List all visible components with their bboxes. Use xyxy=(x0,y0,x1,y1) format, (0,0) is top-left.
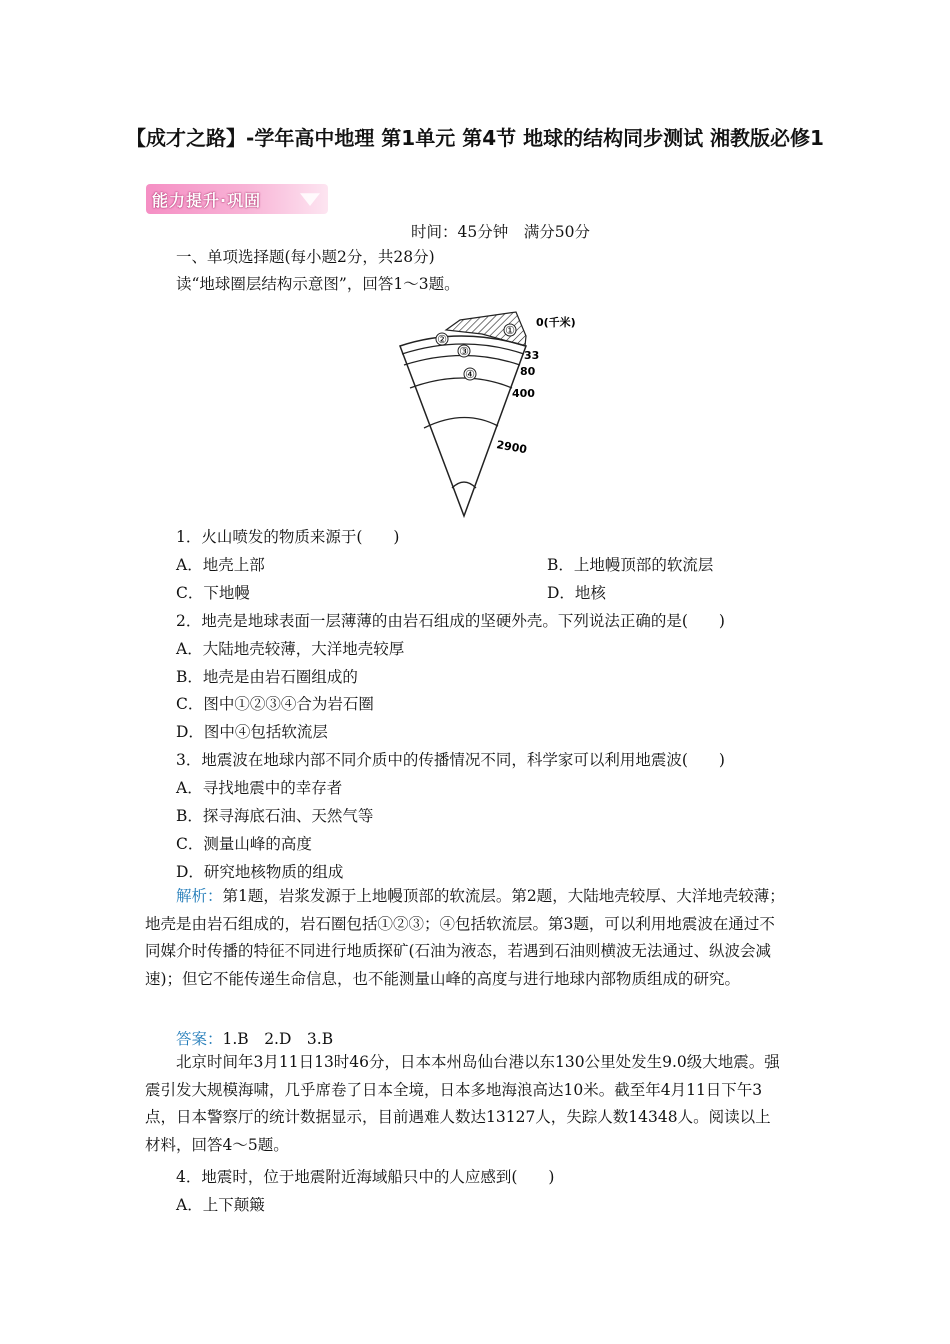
q2-option-b: B．地壳是由岩石圈组成的 xyxy=(176,668,358,686)
depth-2900: 2900 xyxy=(495,438,528,457)
q2-option-a: A．大陆地壳较薄，大洋地壳较厚 xyxy=(176,640,405,658)
boundary-400 xyxy=(410,378,512,388)
marker-2: ② xyxy=(437,333,447,346)
q3-option-c: C．测量山峰的高度 xyxy=(176,835,312,853)
depth-400: 400 xyxy=(512,387,535,400)
answer-line xyxy=(176,1028,333,1050)
analysis-label: 解析： xyxy=(176,887,223,905)
q4-option-a: A．上下颠簸 xyxy=(176,1196,265,1214)
depth-80: 80 xyxy=(520,365,536,378)
marker-3: ③ xyxy=(459,345,469,358)
document-title: 【成才之路】-学年高中地理 第1单元 第4节 地球的结构同步测试 湘教版必修1 xyxy=(126,126,824,150)
heart-icon xyxy=(300,190,320,206)
q2-stem: 2．地壳是地球表面一层薄薄的由岩石组成的坚硬外壳。下列说法正确的是( ) xyxy=(176,612,725,630)
question-intro: 读“地球圈层结构示意图”，回答1～3题。 xyxy=(176,275,460,293)
marker-4: ④ xyxy=(465,368,475,381)
passage-paragraph: 北京时间年3月11日13时46分，日本本州岛仙台港以东130公里处发生9.0级大地震。强震引发大规模海啸，几乎席卷了日本全境，日本多地海浪高达10米。截至年4月11日下午3点，日本警察厅的统计数据显示，目前遇难人数达13127人，失踪人数14348人。阅读以上材料，回答4～5题。 xyxy=(145,1053,780,1154)
boundary-2900 xyxy=(424,417,498,428)
section-heading: 一、单项选择题(每小题2分，共28分) xyxy=(176,248,435,266)
earth-layer-diagram xyxy=(390,308,600,520)
analysis-paragraph xyxy=(145,883,785,993)
q1-option-d: D．地核 xyxy=(547,584,606,602)
q1-option-b: B．上地幔顶部的软流层 xyxy=(547,556,714,574)
core-arc xyxy=(452,482,476,488)
q1-option-a: A．地壳上部 xyxy=(176,556,265,574)
q2-option-d: D．图中④包括软流层 xyxy=(176,723,328,741)
unit-label: 0(千米) xyxy=(536,316,576,329)
depth-33: 33 xyxy=(524,349,540,362)
q3-option-a: A．寻找地震中的幸存者 xyxy=(176,779,343,797)
analysis-text: 第1题，岩浆发源于上地幔顶部的软流层。第2题，大陆地壳较厚、大洋地壳较薄；地壳是由岩石组成的，岩石圈包括①②③；④包括软流层。第3题，可以利用地震波在通过不同媒介时传播的特征不同进行地质探矿(石油为液态，若遇到石油则横波无法通过、纵波会减速)；但它不能传递生命信息，也不能测量山峰的高度与进行地球内部物质组成的研究。 xyxy=(145,887,785,988)
time-info: 时间：45分钟 满分50分 xyxy=(411,223,590,241)
q1-stem: 1．火山喷发的物质来源于( ) xyxy=(176,528,400,546)
answer-label: 答案： xyxy=(176,1030,223,1048)
q1-option-c: C．下地幔 xyxy=(176,584,250,602)
q4-stem: 4．地震时，位于地震附近海域船只中的人应感到( ) xyxy=(176,1168,555,1186)
q2-option-c: C．图中①②③④合为岩石圈 xyxy=(176,695,374,713)
q3-stem: 3．地震波在地球内部不同介质中的传播情况不同，科学家可以利用地震波( ) xyxy=(176,751,725,769)
marker-1: ① xyxy=(505,324,515,337)
diagram-outline xyxy=(400,336,526,516)
badge-label: 能力提升·巩固 xyxy=(152,190,262,210)
q3-option-b: B．探寻海底石油、天然气等 xyxy=(176,807,374,825)
answer-text: 1.B 2.D 3.B xyxy=(222,1030,334,1048)
section-badge xyxy=(146,184,328,214)
q3-option-d: D．研究地核物质的组成 xyxy=(176,863,344,881)
